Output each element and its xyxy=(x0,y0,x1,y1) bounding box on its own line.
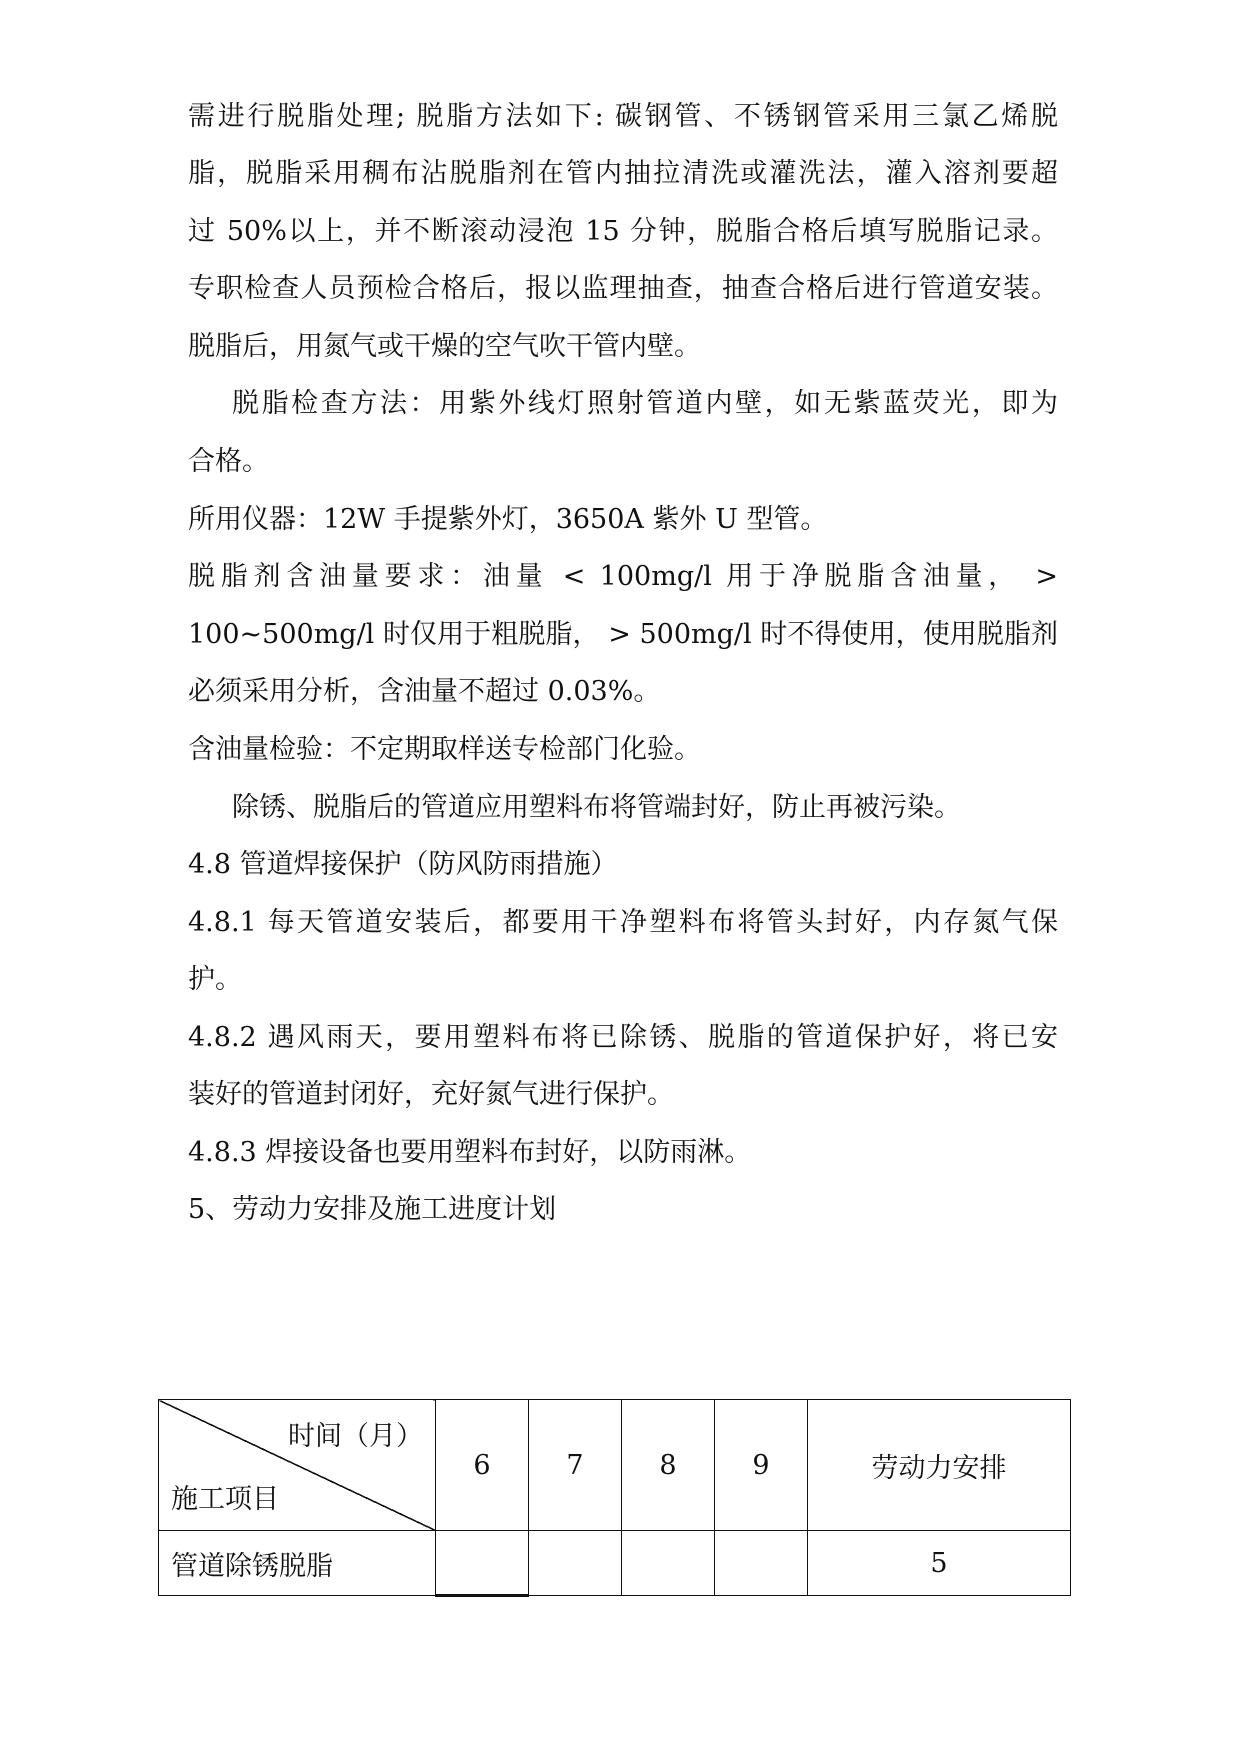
paragraph-line: 脂，脱脂采用稠布沾脱脂剂在管内抽拉清洗或灌洗法，灌入溶剂要超 xyxy=(188,158,1058,189)
paragraph-line: 装好的管道封闭好，充好氮气进行保护。 xyxy=(188,1079,674,1110)
paragraph-line: 合格。 xyxy=(188,446,269,477)
paragraph-line: 脱脂后，用氮气或干燥的空气吹干管内壁。 xyxy=(188,331,701,362)
paragraph-line: 含油量检验：不定期取样送专检部门化验。 xyxy=(188,734,701,765)
month-header: 7 xyxy=(529,1400,622,1531)
table-header-row xyxy=(159,1400,1071,1531)
paragraph-line: 需进行脱脂处理; 脱脂方法如下: 碳钢管、不锈钢管采用三氯乙烯脱 xyxy=(188,101,1058,132)
month-cell xyxy=(715,1531,808,1596)
section-heading: 5、劳动力安排及施工进度计划 xyxy=(188,1194,557,1225)
diagonal-header-cell xyxy=(159,1400,436,1531)
paragraph-line: 4.8.2 遇风雨天，要用塑料布将已除锈、脱脂的管道保护好，将已安 xyxy=(188,1022,1058,1053)
header-time-label: 时间（月） xyxy=(288,1421,423,1452)
section-heading: 4.8 管道焊接保护（防风防雨措施） xyxy=(188,849,618,880)
month-header: 9 xyxy=(715,1400,808,1531)
paragraph-line: 除锈、脱脂后的管道应用塑料布将管端封好，防止再被污染。 xyxy=(232,792,961,823)
labor-header: 劳动力安排 xyxy=(808,1400,1071,1531)
month-cell xyxy=(622,1531,715,1596)
paragraph-line: 脱脂剂含油量要求：油量 < 100mg/l 用于净脱脂含油量， > xyxy=(188,561,1058,592)
paragraph-line: 护。 xyxy=(188,964,242,995)
month-cell xyxy=(436,1531,529,1596)
paragraph-line: 过 50%以上，并不断滚动浸泡 15 分钟，脱脂合格后填写脱脂记录。 xyxy=(188,216,1058,247)
paragraph-line: 4.8.1 每天管道安装后，都要用干净塑料布将管头封好，内存氮气保 xyxy=(188,907,1058,938)
paragraph-line: 所用仪器：12W 手提紫外灯，3650A 紫外 U 型管。 xyxy=(188,504,828,535)
month-header: 6 xyxy=(436,1400,529,1531)
paragraph-line: 专职检查人员预检合格后，报以监理抽查，抽查合格后进行管道安装。 xyxy=(188,273,1058,304)
schedule-table xyxy=(158,1399,1071,1597)
month-cell xyxy=(529,1531,622,1596)
month-header: 8 xyxy=(622,1400,715,1531)
paragraph-line: 脱脂检查方法：用紫外线灯照射管道内壁，如无紫蓝荧光，即为 xyxy=(232,388,1058,419)
paragraph-line: 100~500mg/l 时仅用于粗脱脂， > 500mg/l 时不得使用，使用脱脂剂 xyxy=(188,619,1058,650)
table-row xyxy=(159,1531,1071,1596)
labor-cell: 5 xyxy=(808,1531,1071,1596)
paragraph-line: 4.8.3 焊接设备也要用塑料布封好，以防雨淋。 xyxy=(188,1137,752,1168)
item-cell: 管道除锈脱脂 xyxy=(159,1531,436,1596)
paragraph-line: 必须采用分析，含油量不超过 0.03%。 xyxy=(188,676,661,707)
header-item-label: 施工项目 xyxy=(171,1484,279,1515)
